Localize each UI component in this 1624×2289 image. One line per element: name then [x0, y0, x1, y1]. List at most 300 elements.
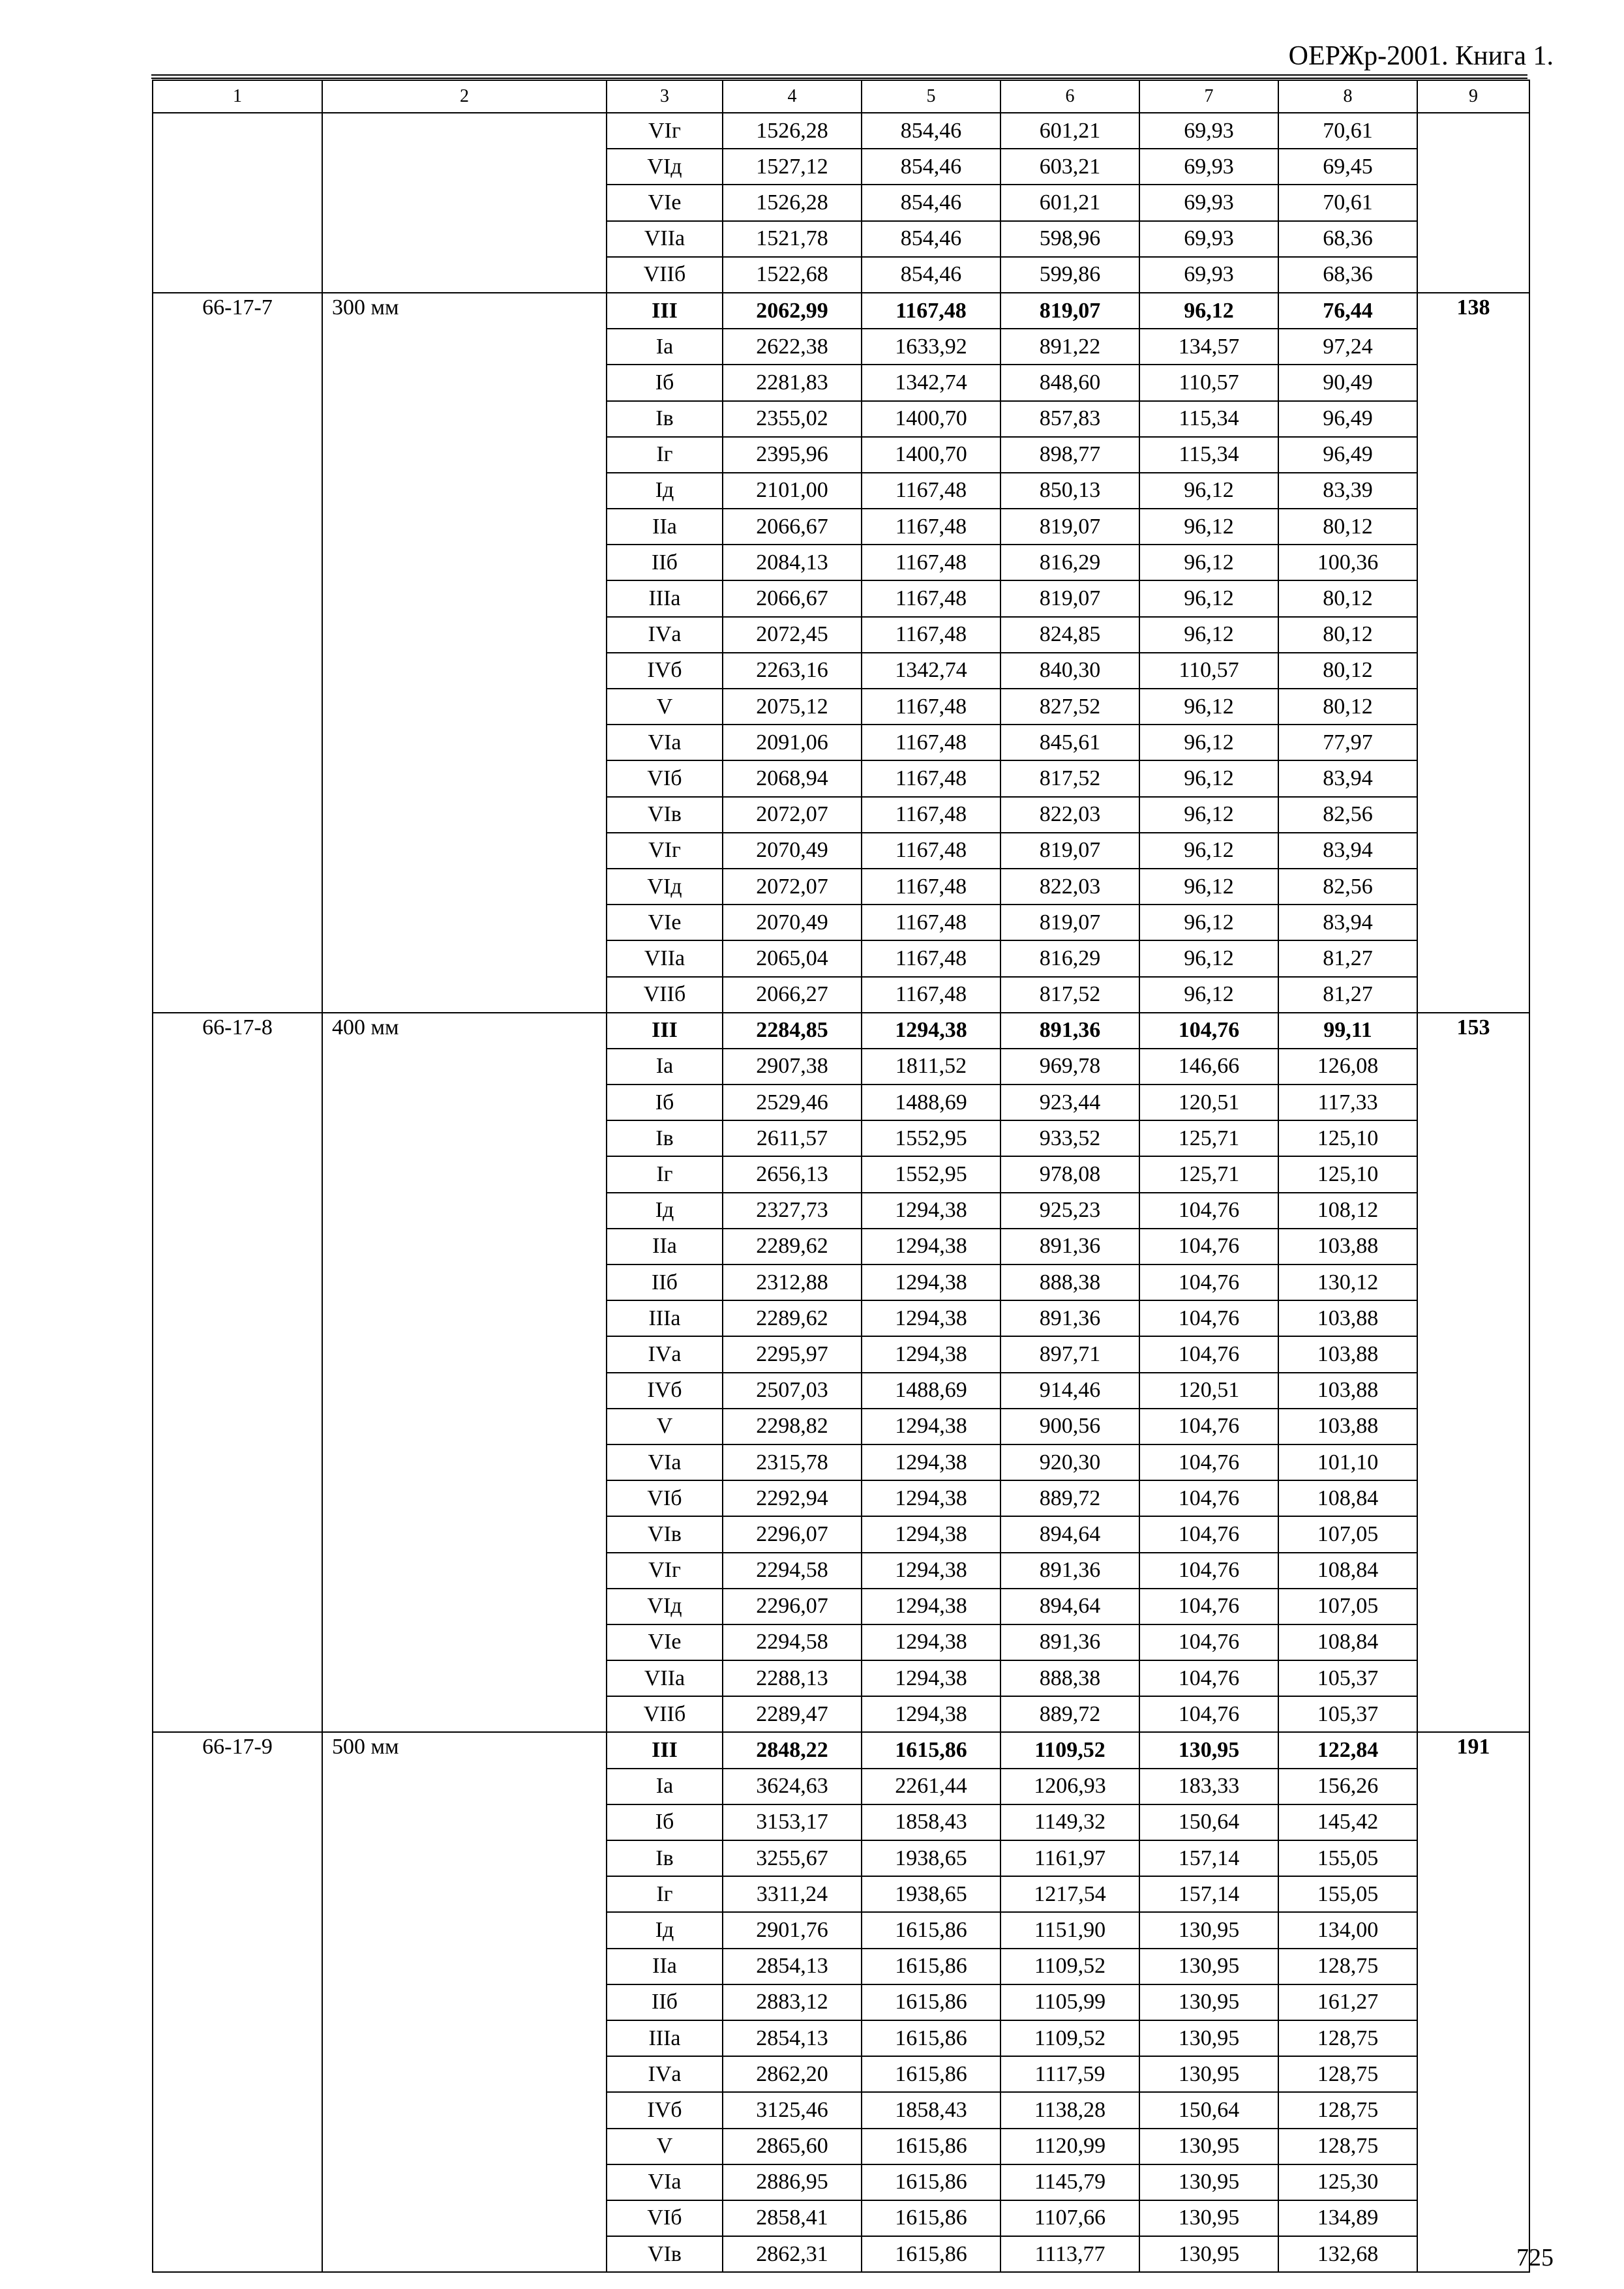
value-cell: 2289,47 [723, 1696, 862, 1732]
value-cell: 1526,28 [723, 113, 862, 149]
value-cell: 128,75 [1278, 2129, 1417, 2164]
value-cell: 103,88 [1278, 1300, 1417, 1336]
value-cell: 2907,38 [723, 1049, 862, 1085]
value-cell: 83,94 [1278, 905, 1417, 940]
value-cell: 1167,48 [862, 869, 1000, 905]
value-cell: 1294,38 [862, 1409, 1000, 1444]
value-cell: 83,39 [1278, 473, 1417, 509]
column-number-row [153, 80, 1529, 113]
value-cell: 126,08 [1278, 1049, 1417, 1085]
value-cell: 920,30 [1000, 1444, 1139, 1480]
value-cell: 104,76 [1139, 1660, 1278, 1696]
value-cell: 1105,99 [1000, 1984, 1139, 2020]
value-cell: 2263,16 [723, 653, 862, 689]
value-cell: 2355,02 [723, 401, 862, 437]
value-cell: 894,64 [1000, 1589, 1139, 1624]
category-cell: Iа [607, 1049, 723, 1085]
value-cell: 81,27 [1278, 940, 1417, 976]
value-cell: 80,12 [1278, 689, 1417, 725]
value-cell: 125,10 [1278, 1156, 1417, 1192]
value-cell: 76,44 [1278, 293, 1417, 329]
value-cell: 914,46 [1000, 1373, 1139, 1409]
value-cell: 598,96 [1000, 221, 1139, 257]
value-cell: 156,26 [1278, 1769, 1417, 1804]
value-cell: 103,88 [1278, 1373, 1417, 1409]
value-cell: 69,93 [1139, 221, 1278, 257]
value-cell: 848,60 [1000, 365, 1139, 400]
value-cell: 817,52 [1000, 977, 1139, 1013]
category-cell: Iб [607, 365, 723, 400]
value-cell: 104,76 [1139, 1013, 1278, 1049]
value-cell: 2848,22 [723, 1732, 862, 1768]
value-cell: 1400,70 [862, 401, 1000, 437]
value-cell: 70,61 [1278, 185, 1417, 220]
category-cell: VIе [607, 185, 723, 220]
value-cell: 2292,94 [723, 1480, 862, 1516]
value-cell: 3624,63 [723, 1769, 862, 1804]
category-cell: IVа [607, 2056, 723, 2092]
value-cell: 850,13 [1000, 473, 1139, 509]
value-cell: 933,52 [1000, 1120, 1139, 1156]
value-cell: 857,83 [1000, 401, 1139, 437]
value-cell: 894,64 [1000, 1516, 1139, 1552]
value-cell: 1294,38 [862, 1229, 1000, 1264]
value-cell: 969,78 [1000, 1049, 1139, 1085]
value-cell: 96,12 [1139, 977, 1278, 1013]
value-cell: 130,95 [1139, 2236, 1278, 2272]
value-cell: 104,76 [1139, 1264, 1278, 1300]
value-cell: 96,49 [1278, 437, 1417, 473]
value-cell: 1294,38 [862, 1553, 1000, 1589]
value-cell: 1615,86 [862, 2056, 1000, 2092]
table-row [153, 1732, 1529, 1768]
value-cell: 125,71 [1139, 1120, 1278, 1156]
value-cell: 819,07 [1000, 580, 1139, 616]
value-cell: 2072,07 [723, 869, 862, 905]
value-cell: 1858,43 [862, 1804, 1000, 1840]
category-cell: IIIа [607, 1300, 723, 1336]
value-cell: 2327,73 [723, 1193, 862, 1229]
category-cell: VIд [607, 869, 723, 905]
value-cell: 104,76 [1139, 1193, 1278, 1229]
value-cell: 816,29 [1000, 940, 1139, 976]
category-cell: VIг [607, 1553, 723, 1589]
value-cell: 101,10 [1278, 1444, 1417, 1480]
column-number: 4 [723, 80, 862, 113]
table-row [153, 1013, 1529, 1049]
value-cell: 1615,86 [862, 2020, 1000, 2056]
category-cell: VIг [607, 833, 723, 869]
value-cell: 80,12 [1278, 653, 1417, 689]
value-cell: 2886,95 [723, 2164, 862, 2200]
category-cell: VIе [607, 905, 723, 940]
value-cell: 104,76 [1139, 1696, 1278, 1732]
value-cell: 891,36 [1000, 1624, 1139, 1660]
value-cell: 96,12 [1139, 869, 1278, 905]
category-cell: IIа [607, 1949, 723, 1984]
value-cell: 134,00 [1278, 1912, 1417, 1948]
category-cell: IIа [607, 1229, 723, 1264]
value-cell: 77,97 [1278, 725, 1417, 760]
value-cell: 108,84 [1278, 1480, 1417, 1516]
category-cell: V [607, 1409, 723, 1444]
item-code: 66-17-8 [153, 1013, 322, 1733]
category-cell: VIIа [607, 940, 723, 976]
value-cell: 80,12 [1278, 617, 1417, 653]
category-cell: VIв [607, 1516, 723, 1552]
value-cell: 2883,12 [723, 1984, 862, 2020]
item-size: 300 мм [322, 293, 607, 1013]
value-cell: 69,93 [1139, 257, 1278, 293]
value-cell: 2289,62 [723, 1300, 862, 1336]
value-cell: 104,76 [1139, 1444, 1278, 1480]
value-cell: 2315,78 [723, 1444, 862, 1480]
category-cell: VIIб [607, 977, 723, 1013]
value-cell: 2062,99 [723, 293, 862, 329]
value-cell: 2066,27 [723, 977, 862, 1013]
value-cell: 2288,13 [723, 1660, 862, 1696]
value-cell: 1167,48 [862, 545, 1000, 580]
value-cell: 2070,49 [723, 833, 862, 869]
value-cell: 1858,43 [862, 2092, 1000, 2128]
value-cell: 108,84 [1278, 1624, 1417, 1660]
value-cell: 68,36 [1278, 221, 1417, 257]
value-cell: 1294,38 [862, 1264, 1000, 1300]
category-cell: VIб [607, 1480, 723, 1516]
value-cell: 1167,48 [862, 905, 1000, 940]
value-cell: 107,05 [1278, 1516, 1417, 1552]
value-cell: 1400,70 [862, 437, 1000, 473]
value-cell: 69,93 [1139, 113, 1278, 149]
value-cell: 150,64 [1139, 1804, 1278, 1840]
value-cell: 2068,94 [723, 760, 862, 796]
category-cell: IVб [607, 2092, 723, 2128]
value-cell: 68,36 [1278, 257, 1417, 293]
value-cell: 1527,12 [723, 149, 862, 185]
category-cell: IIб [607, 1984, 723, 2020]
value-cell: 128,75 [1278, 2056, 1417, 2092]
value-cell: 145,42 [1278, 1804, 1417, 1840]
value-cell: 2289,62 [723, 1229, 862, 1264]
value-cell: 80,12 [1278, 509, 1417, 545]
value-cell: 107,05 [1278, 1589, 1417, 1624]
value-cell: 1151,90 [1000, 1912, 1139, 1948]
value-cell: 125,30 [1278, 2164, 1417, 2200]
value-cell: 130,95 [1139, 1912, 1278, 1948]
item-code: 66-17-9 [153, 1732, 322, 2272]
value-cell: 2862,20 [723, 2056, 862, 2092]
value-cell: 601,21 [1000, 185, 1139, 220]
value-cell: 96,12 [1139, 580, 1278, 616]
category-cell: VIIб [607, 257, 723, 293]
category-cell: VIд [607, 149, 723, 185]
value-cell: 1488,69 [862, 1373, 1000, 1409]
value-cell: 130,95 [1139, 2020, 1278, 2056]
total-cell: 191 [1417, 1732, 1529, 2272]
category-cell: IIIа [607, 580, 723, 616]
value-cell: 2066,67 [723, 580, 862, 616]
value-cell: 104,76 [1139, 1589, 1278, 1624]
value-cell: 96,12 [1139, 473, 1278, 509]
value-cell: 1109,52 [1000, 2020, 1139, 2056]
value-cell: 822,03 [1000, 797, 1139, 833]
value-cell: 134,57 [1139, 329, 1278, 365]
value-cell: 128,75 [1278, 2020, 1417, 2056]
column-number: 3 [607, 80, 723, 113]
category-cell: VIв [607, 797, 723, 833]
category-cell: Iг [607, 1876, 723, 1912]
value-cell: 827,52 [1000, 689, 1139, 725]
value-cell: 1294,38 [862, 1624, 1000, 1660]
value-cell: 1167,48 [862, 689, 1000, 725]
value-cell: 130,95 [1139, 1949, 1278, 1984]
value-cell: 130,95 [1139, 2164, 1278, 2200]
value-cell: 117,33 [1278, 1085, 1417, 1120]
value-cell: 1167,48 [862, 797, 1000, 833]
value-cell: 104,76 [1139, 1553, 1278, 1589]
value-cell: 2529,46 [723, 1085, 862, 1120]
value-cell: 104,76 [1139, 1336, 1278, 1372]
category-cell: III [607, 1732, 723, 1768]
page-number: 725 [1516, 2244, 1554, 2271]
value-cell: 1615,86 [862, 1732, 1000, 1768]
category-cell: VIв [607, 2236, 723, 2272]
item-size: 500 мм [322, 1732, 607, 2272]
value-cell: 128,75 [1278, 1949, 1417, 1984]
value-cell: 130,95 [1139, 1984, 1278, 2020]
value-cell: 100,36 [1278, 545, 1417, 580]
header-rule-top [151, 74, 1527, 76]
value-cell: 146,66 [1139, 1049, 1278, 1085]
value-cell: 819,07 [1000, 509, 1139, 545]
category-cell: V [607, 2129, 723, 2164]
value-cell: 69,93 [1139, 149, 1278, 185]
value-cell: 96,12 [1139, 689, 1278, 725]
value-cell: 1117,59 [1000, 2056, 1139, 2092]
value-cell: 103,88 [1278, 1409, 1417, 1444]
value-cell: 2066,67 [723, 509, 862, 545]
value-cell: 898,77 [1000, 437, 1139, 473]
table-row [153, 293, 1529, 329]
value-cell: 1552,95 [862, 1156, 1000, 1192]
value-cell: 854,46 [862, 185, 1000, 220]
value-cell: 120,51 [1139, 1085, 1278, 1120]
category-cell: Iа [607, 1769, 723, 1804]
category-cell: VIIа [607, 1660, 723, 1696]
value-cell: 888,38 [1000, 1264, 1139, 1300]
value-cell: 1294,38 [862, 1480, 1000, 1516]
value-cell: 1161,97 [1000, 1840, 1139, 1876]
value-cell: 978,08 [1000, 1156, 1139, 1192]
value-cell: 1294,38 [862, 1516, 1000, 1552]
value-cell: 96,12 [1139, 940, 1278, 976]
value-cell: 2656,13 [723, 1156, 862, 1192]
value-cell: 80,12 [1278, 580, 1417, 616]
column-number: 1 [153, 80, 322, 113]
value-cell: 817,52 [1000, 760, 1139, 796]
category-cell: VIIа [607, 221, 723, 257]
value-cell: 69,93 [1139, 185, 1278, 220]
value-cell: 854,46 [862, 149, 1000, 185]
total-cell: 138 [1417, 293, 1529, 1013]
category-cell: VIа [607, 725, 723, 760]
category-cell: VIе [607, 1624, 723, 1660]
value-cell: 2854,13 [723, 1949, 862, 1984]
category-cell: Iд [607, 473, 723, 509]
value-cell: 96,12 [1139, 760, 1278, 796]
value-cell: 81,27 [1278, 977, 1417, 1013]
value-cell: 845,61 [1000, 725, 1139, 760]
value-cell: 104,76 [1139, 1300, 1278, 1336]
value-cell: 110,57 [1139, 365, 1278, 400]
value-cell: 128,75 [1278, 2092, 1417, 2128]
value-cell: 90,49 [1278, 365, 1417, 400]
value-cell: 1342,74 [862, 653, 1000, 689]
value-cell: 1615,86 [862, 2164, 1000, 2200]
value-cell: 96,12 [1139, 293, 1278, 329]
value-cell: 1938,65 [862, 1840, 1000, 1876]
value-cell: 1109,52 [1000, 1949, 1139, 1984]
value-cell: 819,07 [1000, 293, 1139, 329]
value-cell: 2858,41 [723, 2200, 862, 2236]
category-cell: IIIа [607, 2020, 723, 2056]
value-cell: 1206,93 [1000, 1769, 1139, 1804]
table-row [153, 113, 1529, 149]
value-cell: 1138,28 [1000, 2092, 1139, 2128]
value-cell: 2072,07 [723, 797, 862, 833]
value-cell: 1167,48 [862, 509, 1000, 545]
value-cell: 888,38 [1000, 1660, 1139, 1696]
value-cell: 2296,07 [723, 1516, 862, 1552]
category-cell: Iд [607, 1912, 723, 1948]
value-cell: 891,36 [1000, 1300, 1139, 1336]
total-cell [1417, 113, 1529, 293]
value-cell: 889,72 [1000, 1480, 1139, 1516]
value-cell: 891,36 [1000, 1013, 1139, 1049]
value-cell: 819,07 [1000, 833, 1139, 869]
value-cell: 923,44 [1000, 1085, 1139, 1120]
category-cell: IIб [607, 1264, 723, 1300]
value-cell: 108,12 [1278, 1193, 1417, 1229]
category-cell: IVа [607, 1336, 723, 1372]
value-cell: 840,30 [1000, 653, 1139, 689]
value-cell: 1167,48 [862, 617, 1000, 653]
value-cell: 120,51 [1139, 1373, 1278, 1409]
value-cell: 110,57 [1139, 653, 1278, 689]
value-cell: 69,45 [1278, 149, 1417, 185]
value-cell: 122,84 [1278, 1732, 1417, 1768]
value-cell: 103,88 [1278, 1336, 1417, 1372]
price-table [152, 80, 1530, 2273]
value-cell: 819,07 [1000, 905, 1139, 940]
value-cell: 99,11 [1278, 1013, 1417, 1049]
category-cell: VIг [607, 113, 723, 149]
category-cell: Iг [607, 1156, 723, 1192]
value-cell: 115,34 [1139, 437, 1278, 473]
category-cell: Iв [607, 1120, 723, 1156]
value-cell: 1167,48 [862, 580, 1000, 616]
value-cell: 96,12 [1139, 833, 1278, 869]
value-cell: 891,22 [1000, 329, 1139, 365]
value-cell: 96,49 [1278, 401, 1417, 437]
category-cell: IIа [607, 509, 723, 545]
column-number: 2 [322, 80, 607, 113]
value-cell: 155,05 [1278, 1876, 1417, 1912]
category-cell: VIд [607, 1589, 723, 1624]
value-cell: 104,76 [1139, 1409, 1278, 1444]
value-cell: 1294,38 [862, 1336, 1000, 1372]
value-cell: 83,94 [1278, 760, 1417, 796]
category-cell: III [607, 293, 723, 329]
value-cell: 1521,78 [723, 221, 862, 257]
value-cell: 103,88 [1278, 1229, 1417, 1264]
value-cell: 2611,57 [723, 1120, 862, 1156]
value-cell: 96,12 [1139, 509, 1278, 545]
value-cell: 83,94 [1278, 833, 1417, 869]
value-cell: 1615,86 [862, 1949, 1000, 1984]
value-cell: 1294,38 [862, 1589, 1000, 1624]
value-cell: 2075,12 [723, 689, 862, 725]
value-cell: 2101,00 [723, 473, 862, 509]
value-cell: 1167,48 [862, 977, 1000, 1013]
value-cell: 1107,66 [1000, 2200, 1139, 2236]
value-cell: 150,64 [1139, 2092, 1278, 2128]
value-cell: 155,05 [1278, 1840, 1417, 1876]
value-cell: 1294,38 [862, 1444, 1000, 1480]
value-cell: 2284,85 [723, 1013, 862, 1049]
value-cell: 1145,79 [1000, 2164, 1139, 2200]
value-cell: 1113,77 [1000, 2236, 1139, 2272]
category-cell: IVб [607, 653, 723, 689]
value-cell: 1167,48 [862, 760, 1000, 796]
value-cell: 900,56 [1000, 1409, 1139, 1444]
value-cell: 2296,07 [723, 1589, 862, 1624]
value-cell: 161,27 [1278, 1984, 1417, 2020]
category-cell: Iв [607, 401, 723, 437]
category-cell: Iг [607, 437, 723, 473]
value-cell: 130,12 [1278, 1264, 1417, 1300]
value-cell: 1294,38 [862, 1696, 1000, 1732]
value-cell: 1294,38 [862, 1300, 1000, 1336]
value-cell: 104,76 [1139, 1480, 1278, 1516]
value-cell: 601,21 [1000, 113, 1139, 149]
value-cell: 1120,99 [1000, 2129, 1139, 2164]
value-cell: 822,03 [1000, 869, 1139, 905]
value-cell: 2854,13 [723, 2020, 862, 2056]
value-cell: 1167,48 [862, 473, 1000, 509]
category-cell: Iб [607, 1804, 723, 1840]
value-cell: 108,84 [1278, 1553, 1417, 1589]
value-cell: 891,36 [1000, 1553, 1139, 1589]
column-number: 6 [1000, 80, 1139, 113]
category-cell: IVб [607, 1373, 723, 1409]
value-cell: 1488,69 [862, 1085, 1000, 1120]
value-cell: 104,76 [1139, 1516, 1278, 1552]
category-cell: VIIб [607, 1696, 723, 1732]
value-cell: 2261,44 [862, 1769, 1000, 1804]
value-cell: 2865,60 [723, 2129, 862, 2164]
category-cell: Iа [607, 329, 723, 365]
value-cell: 2070,49 [723, 905, 862, 940]
value-cell: 2294,58 [723, 1553, 862, 1589]
value-cell: 115,34 [1139, 401, 1278, 437]
value-cell: 82,56 [1278, 869, 1417, 905]
value-cell: 183,33 [1139, 1769, 1278, 1804]
value-cell: 105,37 [1278, 1660, 1417, 1696]
item-code: 66-17-7 [153, 293, 322, 1013]
category-cell: Iв [607, 1840, 723, 1876]
value-cell: 2281,83 [723, 365, 862, 400]
